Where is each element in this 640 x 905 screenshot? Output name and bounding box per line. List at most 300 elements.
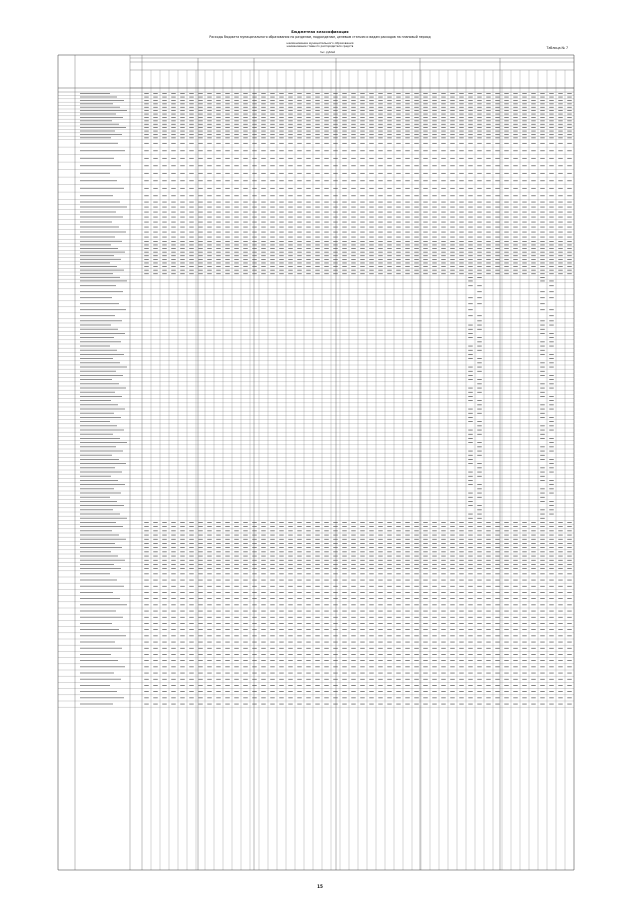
- cell-value: [441, 107, 446, 108]
- cell-value: [252, 617, 257, 618]
- cell-value: [180, 673, 185, 674]
- row-label-text: [80, 421, 110, 422]
- cell-value: [171, 629, 176, 630]
- cell-value: [459, 259, 464, 260]
- cell-value: [513, 580, 518, 581]
- cell-value: [441, 592, 446, 593]
- cell-value: [360, 237, 365, 238]
- cell-value: [216, 202, 221, 203]
- cell-value: [207, 679, 212, 680]
- cell-value: [396, 598, 401, 599]
- cell-value: [342, 592, 347, 593]
- cell-value: [216, 165, 221, 166]
- cell-value: [144, 704, 149, 705]
- cell-value: [360, 127, 365, 128]
- cell-value: [333, 574, 338, 575]
- cell-value: [441, 212, 446, 213]
- cell-value: [144, 245, 149, 246]
- cell-value: [549, 442, 554, 443]
- cell-value: [477, 255, 482, 256]
- cell-value: [171, 252, 176, 253]
- cell-value: [279, 131, 284, 132]
- cell-value: [351, 245, 356, 246]
- cell-value: [432, 173, 437, 174]
- cell-value: [171, 100, 176, 101]
- cell-value: [324, 245, 329, 246]
- cell-value: [306, 273, 311, 274]
- cell-value: [441, 222, 446, 223]
- cell-value: [207, 104, 212, 105]
- cell-value: [234, 104, 239, 105]
- cell-value: [441, 623, 446, 624]
- cell-value: [432, 270, 437, 271]
- cell-value: [468, 580, 473, 581]
- cell-value: [297, 564, 302, 565]
- cell-value: [252, 526, 257, 527]
- cell-value: [333, 207, 338, 208]
- cell-value: [504, 685, 509, 686]
- cell-value: [513, 623, 518, 624]
- cell-value: [387, 207, 392, 208]
- cell-value: [423, 539, 428, 540]
- cell-value: [180, 526, 185, 527]
- row-label-text: [80, 497, 110, 498]
- cell-value: [558, 222, 563, 223]
- cell-value: [477, 505, 482, 506]
- cell-value: [441, 100, 446, 101]
- cell-value: [243, 556, 248, 557]
- cell-value: [279, 217, 284, 218]
- cell-value: [477, 150, 482, 151]
- cell-value: [369, 629, 374, 630]
- cell-value: [540, 241, 545, 242]
- cell-value: [468, 455, 473, 456]
- cell-value: [441, 648, 446, 649]
- cell-value: [333, 560, 338, 561]
- row-label-text: [80, 227, 119, 228]
- cell-value: [477, 543, 482, 544]
- cell-value: [189, 667, 194, 668]
- cell-value: [162, 667, 167, 668]
- cell-value: [549, 430, 554, 431]
- cell-value: [477, 188, 482, 189]
- cell-value: [315, 100, 320, 101]
- cell-value: [477, 560, 482, 561]
- cell-value: [279, 698, 284, 699]
- cell-value: [270, 93, 275, 94]
- cell-value: [315, 110, 320, 111]
- cell-value: [549, 266, 554, 267]
- row-label-text: [80, 518, 127, 519]
- cell-value: [567, 248, 572, 249]
- cell-value: [414, 543, 419, 544]
- cell-value: [162, 263, 167, 264]
- cell-value: [288, 564, 293, 565]
- cell-value: [324, 131, 329, 132]
- cell-value: [279, 266, 284, 267]
- cell-value: [540, 698, 545, 699]
- cell-value: [153, 232, 158, 233]
- cell-value: [558, 138, 563, 139]
- cell-value: [558, 564, 563, 565]
- row-label-text: [80, 309, 126, 310]
- cell-value: [297, 592, 302, 593]
- cell-value: [261, 560, 266, 561]
- cell-value: [468, 110, 473, 111]
- cell-value: [324, 150, 329, 151]
- cell-value: [324, 611, 329, 612]
- cell-value: [234, 188, 239, 189]
- cell-value: [180, 535, 185, 536]
- cell-value: [549, 100, 554, 101]
- cell-value: [477, 121, 482, 122]
- cell-value: [468, 586, 473, 587]
- cell-value: [441, 117, 446, 118]
- cell-value: [504, 259, 509, 260]
- cell-value: [288, 679, 293, 680]
- cell-value: [297, 127, 302, 128]
- cell-value: [234, 611, 239, 612]
- cell-value: [279, 617, 284, 618]
- cell-value: [387, 580, 392, 581]
- cell-value: [504, 580, 509, 581]
- cell-value: [495, 248, 500, 249]
- cell-value: [414, 586, 419, 587]
- cell-value: [396, 180, 401, 181]
- cell-value: [414, 660, 419, 661]
- cell-value: [504, 611, 509, 612]
- cell-value: [315, 611, 320, 612]
- cell-value: [567, 654, 572, 655]
- cell-value: [540, 232, 545, 233]
- cell-value: [153, 642, 158, 643]
- cell-value: [459, 107, 464, 108]
- cell-value: [198, 270, 203, 271]
- cell-value: [468, 337, 473, 338]
- cell-value: [531, 241, 536, 242]
- cell-value: [153, 580, 158, 581]
- cell-value: [162, 222, 167, 223]
- cell-value: [522, 180, 527, 181]
- cell-value: [513, 259, 518, 260]
- cell-value: [432, 222, 437, 223]
- cell-value: [243, 605, 248, 606]
- cell-value: [243, 648, 248, 649]
- cell-value: [144, 104, 149, 105]
- cell-value: [459, 592, 464, 593]
- cell-value: [549, 560, 554, 561]
- cell-value: [225, 245, 230, 246]
- cell-value: [153, 222, 158, 223]
- cell-value: [468, 535, 473, 536]
- row-label-text: [80, 325, 111, 326]
- cell-value: [270, 698, 275, 699]
- cell-value: [279, 270, 284, 271]
- cell-value: [549, 611, 554, 612]
- cell-value: [198, 273, 203, 274]
- cell-value: [414, 629, 419, 630]
- cell-value: [441, 127, 446, 128]
- cell-value: [279, 97, 284, 98]
- cell-value: [252, 100, 257, 101]
- cell-value: [468, 121, 473, 122]
- cell-value: [315, 188, 320, 189]
- cell-value: [432, 134, 437, 135]
- row-label-text: [80, 285, 116, 286]
- cell-value: [522, 543, 527, 544]
- cell-value: [522, 685, 527, 686]
- cell-value: [198, 642, 203, 643]
- cell-value: [342, 679, 347, 680]
- cell-value: [189, 685, 194, 686]
- cell-value: [216, 110, 221, 111]
- cell-value: [225, 522, 230, 523]
- cell-value: [333, 114, 338, 115]
- cell-value: [423, 100, 428, 101]
- cell-value: [198, 526, 203, 527]
- cell-value: [468, 480, 473, 481]
- row-label-text: [80, 383, 119, 384]
- cell-value: [270, 110, 275, 111]
- cell-value: [234, 605, 239, 606]
- cell-value: [414, 642, 419, 643]
- cell-value: [432, 539, 437, 540]
- cell-value: [162, 691, 167, 692]
- cell-value: [342, 117, 347, 118]
- cell-value: [198, 522, 203, 523]
- cell-value: [189, 97, 194, 98]
- cell-value: [153, 217, 158, 218]
- cell-value: [540, 535, 545, 536]
- cell-value: [432, 629, 437, 630]
- cell-value: [414, 259, 419, 260]
- cell-value: [225, 574, 230, 575]
- cell-value: [270, 245, 275, 246]
- cell-value: [405, 97, 410, 98]
- cell-value: [225, 691, 230, 692]
- cell-value: [369, 522, 374, 523]
- cell-value: [351, 110, 356, 111]
- cell-value: [540, 371, 545, 372]
- cell-value: [549, 248, 554, 249]
- cell-value: [396, 222, 401, 223]
- cell-value: [225, 117, 230, 118]
- cell-value: [378, 255, 383, 256]
- cell-value: [144, 691, 149, 692]
- cell-value: [144, 114, 149, 115]
- cell-value: [387, 526, 392, 527]
- cell-value: [432, 252, 437, 253]
- cell-value: [171, 117, 176, 118]
- cell-value: [468, 358, 473, 359]
- cell-value: [234, 100, 239, 101]
- cell-value: [306, 617, 311, 618]
- cell-value: [468, 329, 473, 330]
- cell-value: [261, 535, 266, 536]
- cell-value: [234, 245, 239, 246]
- cell-value: [288, 574, 293, 575]
- cell-value: [306, 547, 311, 548]
- cell-value: [522, 654, 527, 655]
- cell-value: [297, 232, 302, 233]
- cell-value: [288, 580, 293, 581]
- cell-value: [567, 165, 572, 166]
- cell-value: [414, 617, 419, 618]
- cell-value: [423, 222, 428, 223]
- cell-value: [369, 679, 374, 680]
- cell-value: [252, 237, 257, 238]
- cell-value: [261, 605, 266, 606]
- cell-value: [486, 134, 491, 135]
- cell-value: [567, 556, 572, 557]
- cell-value: [225, 673, 230, 674]
- cell-value: [468, 629, 473, 630]
- cell-value: [252, 217, 257, 218]
- cell-value: [360, 531, 365, 532]
- cell-value: [333, 124, 338, 125]
- cell-value: [360, 263, 365, 264]
- cell-value: [477, 232, 482, 233]
- cell-value: [297, 217, 302, 218]
- cell-value: [468, 303, 473, 304]
- cell-value: [342, 691, 347, 692]
- cell-value: [423, 138, 428, 139]
- cell-value: [405, 212, 410, 213]
- cell-value: [153, 531, 158, 532]
- cell-value: [558, 110, 563, 111]
- cell-value: [207, 150, 212, 151]
- cell-value: [531, 245, 536, 246]
- cell-value: [171, 165, 176, 166]
- cell-value: [315, 237, 320, 238]
- cell-value: [459, 212, 464, 213]
- row-label-text: [80, 573, 110, 574]
- cell-value: [234, 617, 239, 618]
- cell-value: [261, 138, 266, 139]
- cell-value: [234, 217, 239, 218]
- cell-value: [459, 605, 464, 606]
- cell-value: [351, 654, 356, 655]
- cell-value: [198, 263, 203, 264]
- cell-value: [432, 104, 437, 105]
- cell-value: [468, 104, 473, 105]
- cell-value: [261, 691, 266, 692]
- cell-value: [468, 180, 473, 181]
- cell-value: [450, 270, 455, 271]
- cell-value: [225, 552, 230, 553]
- cell-value: [531, 642, 536, 643]
- cell-value: [558, 580, 563, 581]
- cell-value: [414, 685, 419, 686]
- cell-value: [567, 580, 572, 581]
- cell-value: [315, 248, 320, 249]
- cell-value: [189, 255, 194, 256]
- cell-value: [198, 629, 203, 630]
- cell-value: [441, 110, 446, 111]
- cell-value: [558, 237, 563, 238]
- cell-value: [495, 121, 500, 122]
- cell-value: [144, 227, 149, 228]
- cell-value: [198, 232, 203, 233]
- cell-value: [288, 259, 293, 260]
- cell-value: [378, 100, 383, 101]
- cell-value: [315, 586, 320, 587]
- cell-value: [450, 685, 455, 686]
- cell-value: [270, 114, 275, 115]
- cell-value: [540, 560, 545, 561]
- cell-value: [558, 698, 563, 699]
- cell-value: [405, 568, 410, 569]
- cell-value: [549, 285, 554, 286]
- cell-value: [216, 143, 221, 144]
- cell-value: [324, 636, 329, 637]
- cell-value: [522, 93, 527, 94]
- cell-value: [288, 173, 293, 174]
- cell-value: [252, 202, 257, 203]
- cell-value: [549, 574, 554, 575]
- cell-value: [468, 660, 473, 661]
- cell-value: [198, 138, 203, 139]
- cell-value: [513, 245, 518, 246]
- cell-value: [225, 241, 230, 242]
- cell-value: [225, 531, 230, 532]
- cell-value: [432, 535, 437, 536]
- cell-value: [162, 698, 167, 699]
- cell-value: [540, 134, 545, 135]
- cell-value: [189, 648, 194, 649]
- cell-value: [297, 134, 302, 135]
- cell-value: [261, 526, 266, 527]
- cell-value: [189, 104, 194, 105]
- cell-value: [351, 188, 356, 189]
- cell-value: [477, 409, 482, 410]
- cell-value: [450, 222, 455, 223]
- cell-value: [549, 245, 554, 246]
- cell-value: [153, 173, 158, 174]
- cell-value: [522, 173, 527, 174]
- cell-value: [414, 698, 419, 699]
- cell-value: [423, 255, 428, 256]
- cell-value: [225, 543, 230, 544]
- cell-value: [153, 255, 158, 256]
- cell-value: [144, 202, 149, 203]
- cell-value: [522, 245, 527, 246]
- cell-value: [315, 691, 320, 692]
- cell-value: [342, 611, 347, 612]
- cell-value: [459, 114, 464, 115]
- cell-value: [342, 212, 347, 213]
- cell-value: [216, 270, 221, 271]
- cell-value: [306, 222, 311, 223]
- cell-value: [306, 556, 311, 557]
- cell-value: [504, 255, 509, 256]
- cell-value: [315, 143, 320, 144]
- cell-value: [468, 636, 473, 637]
- cell-value: [441, 266, 446, 267]
- cell-value: [288, 698, 293, 699]
- cell-value: [540, 188, 545, 189]
- cell-value: [198, 212, 203, 213]
- cell-value: [459, 543, 464, 544]
- cell-value: [522, 667, 527, 668]
- cell-value: [153, 556, 158, 557]
- cell-value: [153, 535, 158, 536]
- cell-value: [378, 165, 383, 166]
- cell-value: [216, 556, 221, 557]
- cell-value: [171, 667, 176, 668]
- cell-value: [378, 539, 383, 540]
- cell-value: [468, 667, 473, 668]
